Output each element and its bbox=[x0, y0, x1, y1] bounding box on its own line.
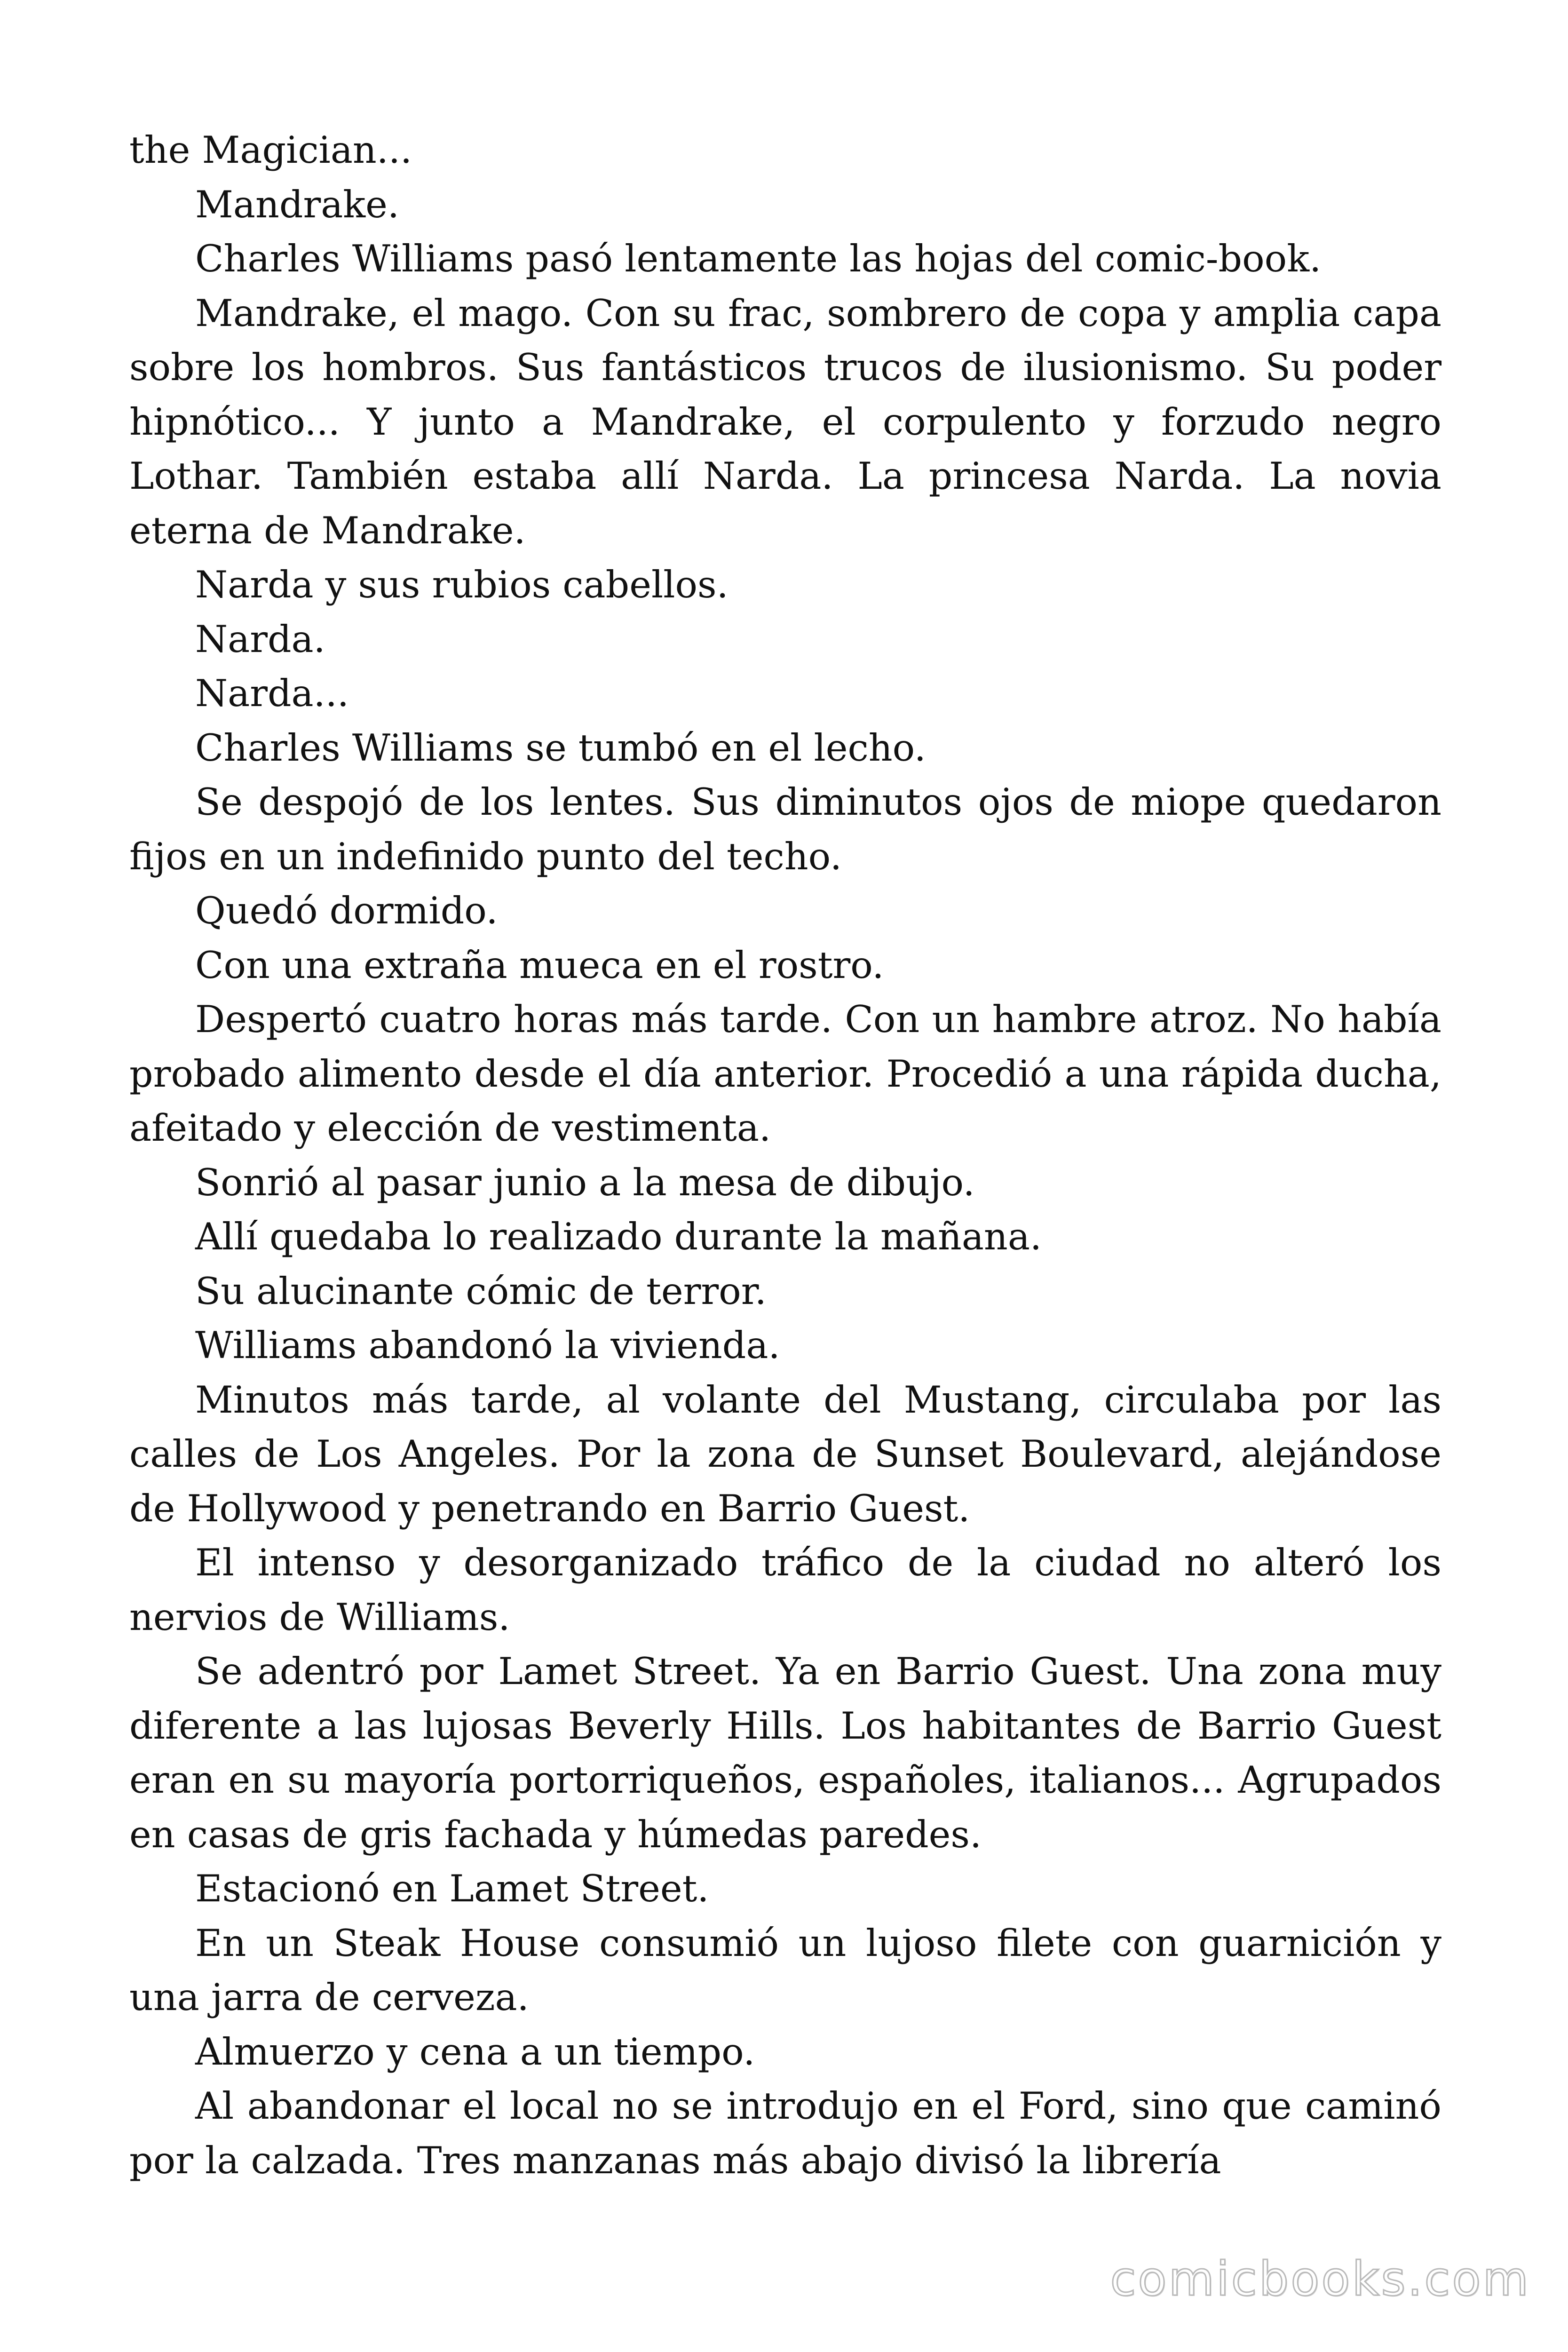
paragraph: El intenso y desorganizado tráfico de la ciudad no alteró los nervios de Williams. bbox=[129, 1541, 1441, 1639]
page-text bbox=[129, 123, 1441, 2188]
paragraph: Mandrake, el mago. Con su frac, sombrero de copa y amplia capa sobre los hombros. Sus fantásticos trucos de ilusionismo. Su poder hipnótico... Y junto a Mandrake, el corpulento y forzudo negro Lothar. También estaba allí Narda. La princesa Narda. La novia eterna de Mandrake. bbox=[129, 291, 1441, 552]
paragraph: Charles Williams se tumbó en el lecho. bbox=[195, 726, 926, 770]
paragraph: Al abandonar el local no se introdujo en el Ford, sino que caminó por la calzada. Tres manzanas más abajo divisó la librería bbox=[129, 2084, 1441, 2182]
paragraph: Se adentró por Lamet Street. Ya en Barrio Guest. Una zona muy diferente a las lujosas Beverly Hills. Los habitantes de Barrio Guest eran en su mayoría portorriqueños, españoles, italianos... Agrupados en casas de gris fachada y húmedas paredes. bbox=[129, 1650, 1441, 1856]
paragraph: Sonrió al pasar junio a la mesa de dibujo. bbox=[195, 1160, 975, 1204]
paragraph: Narda. bbox=[195, 617, 325, 661]
paragraph: Minutos más tarde, al volante del Mustang, circulaba por las calles de Los Angeles. Por la zona de Sunset Boulevard, alejándose de Hollywood y penetrando en Barrio Guest. bbox=[129, 1378, 1441, 1530]
paragraph: Su alucinante cómic de terror. bbox=[195, 1269, 767, 1313]
paragraph: Estacionó en Lamet Street. bbox=[195, 1867, 709, 1910]
paragraph: Con una extraña mueca en el rostro. bbox=[195, 943, 884, 987]
paragraph: the Magician... bbox=[129, 128, 412, 172]
paragraph: Williams abandonó la vivienda. bbox=[195, 1324, 780, 1367]
paragraph: Se despojó de los lentes. Sus diminutos ojos de miope quedaron fijos en un indefinido punto del techo. bbox=[129, 780, 1441, 878]
paragraph: En un Steak House consumió un lujoso filete con guarnición y una jarra de cerveza. bbox=[129, 1921, 1441, 2019]
paragraph: Almuerzo y cena a un tiempo. bbox=[195, 2030, 755, 2074]
paragraph: Despertó cuatro horas más tarde. Con un hambre atroz. No había probado alimento desde el día anterior. Procedió a una rápida ducha, afeitado y elección de vestimenta. bbox=[129, 998, 1441, 1150]
paragraph: Quedó dormido. bbox=[195, 889, 498, 932]
watermark: comicbooks.com bbox=[1110, 2251, 1530, 2306]
paragraph: Narda y sus rubios cabellos. bbox=[195, 563, 729, 606]
paragraph: Charles Williams pasó lentamente las hojas del comic-book. bbox=[195, 237, 1322, 280]
paragraph: Narda... bbox=[195, 672, 349, 715]
paragraph: Mandrake. bbox=[195, 183, 400, 226]
paragraph: Allí quedaba lo realizado durante la mañana. bbox=[195, 1215, 1042, 1258]
